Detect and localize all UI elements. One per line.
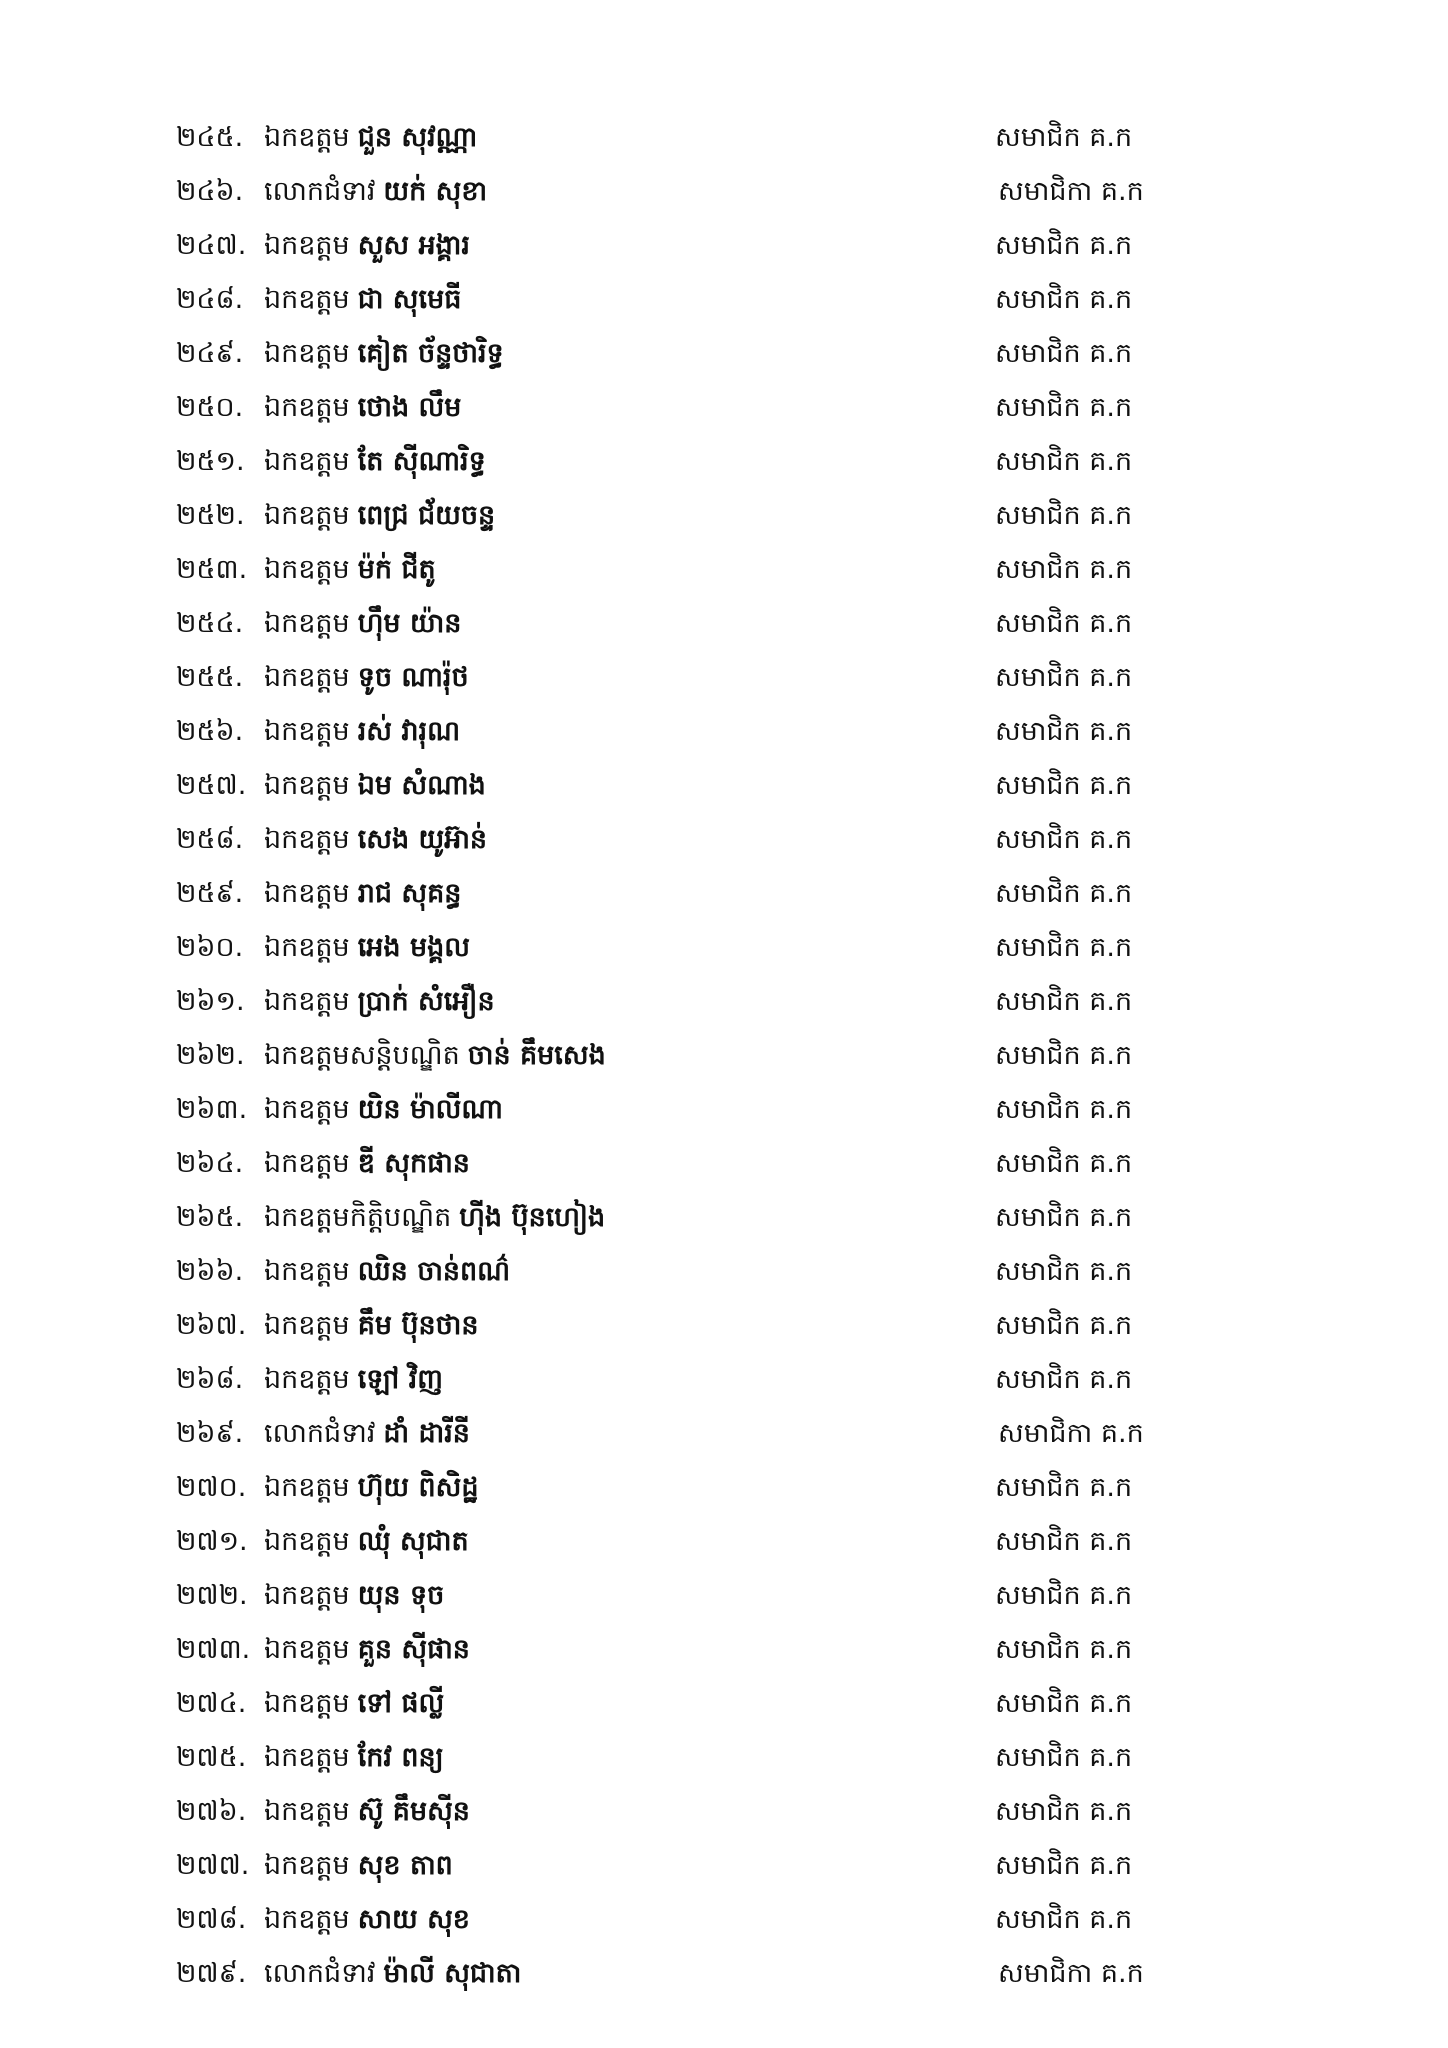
list-item [0, 1677, 1448, 1731]
list-item [0, 111, 1448, 165]
entry-role: សមាជិកា គ.ក [998, 1418, 1144, 1449]
entry-name: ឌី សុកផាន [357, 1148, 470, 1179]
entry-number: ២៥៨. [176, 824, 244, 855]
entry-name: ជួន សុវណ្ណា [357, 122, 478, 153]
list-item [0, 651, 1448, 705]
entry-honorific-and-name [264, 1299, 479, 1353]
entry-honorific-and-name [264, 489, 495, 543]
entry-name: តែ ស៊ីណារិទ្ធ [357, 446, 486, 477]
list-item [0, 1407, 1448, 1461]
entry-number: ២៧៩. [176, 1958, 247, 1989]
entry-role: សមាជិក គ.ក [995, 1094, 1133, 1125]
list-item [0, 921, 1448, 975]
entry-role: សមាជិក គ.ក [995, 1364, 1133, 1395]
entry-honorific-and-name [264, 1893, 470, 1947]
entry-honorific-and-name [264, 597, 461, 651]
entry-role: សមាជិក គ.ក [995, 446, 1133, 477]
entry-number: ២៤៥. [176, 122, 244, 153]
list-item [0, 867, 1448, 921]
entry-honorific: ឯកឧត្តម [264, 878, 350, 909]
entry-honorific: ឯកឧត្តម [264, 1094, 350, 1125]
entry-honorific: ឯកឧត្តម [264, 1634, 350, 1665]
entry-honorific: ឯកឧត្តម [264, 824, 350, 855]
entry-honorific: ឯកឧត្តម [264, 1904, 350, 1935]
entry-role: សមាជិក គ.ក [995, 554, 1133, 585]
entry-honorific: ឯកឧត្តម [264, 1850, 350, 1881]
entry-number: ២៦៩. [176, 1418, 244, 1449]
list-item [0, 219, 1448, 273]
entry-role: សមាជិក គ.ក [995, 1148, 1133, 1179]
entry-name: ថោង លឹម [357, 392, 462, 423]
entry-number: ២៥៣. [176, 554, 248, 585]
entry-honorific-and-name [264, 1407, 470, 1461]
entry-role: សមាជិក គ.ក [995, 1526, 1133, 1557]
entry-honorific: ឯកឧត្តម [264, 1580, 350, 1611]
entry-honorific-and-name [264, 1785, 470, 1839]
entry-honorific: ឯកឧត្តម [264, 1688, 350, 1719]
entry-honorific: ឯកឧត្តម [264, 230, 350, 261]
entry-number: ២៥៥. [176, 662, 244, 693]
list-item [0, 273, 1448, 327]
entry-number: ២៧០. [176, 1472, 247, 1503]
entry-number: ២៥៩. [176, 878, 244, 909]
entry-number: ២៥៧. [176, 770, 247, 801]
entry-honorific-and-name [264, 543, 436, 597]
entry-honorific-and-name [264, 435, 486, 489]
entry-name: ទៅ ផល្លី [357, 1688, 445, 1719]
entry-name: ឡៅ វិញ [357, 1364, 443, 1395]
list-item [0, 1515, 1448, 1569]
entry-honorific-and-name [264, 1623, 470, 1677]
entry-honorific-and-name [264, 1731, 444, 1785]
list-item [0, 597, 1448, 651]
list-item [0, 1947, 1448, 2001]
entry-name: រាជ សុគន្ធ [357, 878, 462, 909]
entry-honorific: ឯកឧត្តម [264, 662, 350, 693]
list-item [0, 1893, 1448, 1947]
list-item [0, 1245, 1448, 1299]
list-item [0, 1191, 1448, 1245]
entry-name: ឯម សំណាង [357, 770, 486, 801]
entry-number: ២៦២. [176, 1040, 245, 1071]
list-item [0, 543, 1448, 597]
entry-name: គួន ស៊ីផាន [357, 1634, 470, 1665]
entry-role: សមាជិកា គ.ក [998, 1958, 1144, 1989]
entry-number: ២៥០. [176, 392, 244, 423]
entry-role: សមាជិក គ.ក [995, 1850, 1133, 1881]
entry-honorific: ឯកឧត្តម [264, 770, 350, 801]
entry-honorific: ឯកឧត្តម [264, 554, 350, 585]
list-item [0, 1461, 1448, 1515]
entry-name: សុខ តាព [357, 1850, 453, 1881]
entry-role: សមាជិក គ.ក [995, 1742, 1133, 1773]
entry-honorific: ឯកឧត្តម [264, 338, 350, 369]
entry-role: សមាជិក គ.ក [995, 770, 1133, 801]
list-item [0, 1137, 1448, 1191]
entry-role: សមាជិក គ.ក [995, 1634, 1133, 1665]
entry-honorific-and-name [264, 1947, 521, 2001]
entry-honorific: លោកជំទាវ [264, 1958, 376, 1989]
entry-name: យុន ទុច [357, 1580, 445, 1611]
entry-name: ដាំ ដារីនី [383, 1418, 470, 1449]
list-item [0, 1785, 1448, 1839]
entry-honorific-and-name [264, 327, 504, 381]
entry-name: ចាន់ គឹមសេង [467, 1040, 606, 1071]
entry-number: ២៧៥. [176, 1742, 247, 1773]
entry-role: សមាជិក គ.ក [995, 1472, 1133, 1503]
entry-honorific-and-name [264, 1677, 444, 1731]
entry-name: ហ៊ុយ ពិសិដ្ឋ [357, 1472, 479, 1503]
entry-honorific-and-name [264, 921, 470, 975]
entry-role: សមាជិក គ.ក [995, 284, 1133, 315]
entry-honorific: ឯកឧត្តមកិត្តិបណ្ឌិត [264, 1202, 452, 1233]
entry-name: ប្រាក់ សំអឿន [357, 986, 495, 1017]
entry-honorific-and-name [264, 165, 487, 219]
entry-name: ពេជ្រ ជ័យចន្ទ [357, 500, 496, 531]
entry-honorific-and-name [264, 813, 487, 867]
entry-honorific-and-name [264, 381, 461, 435]
entry-number: ២៥១. [176, 446, 245, 477]
entry-honorific: ឯកឧត្តម [264, 1742, 350, 1773]
entry-name: ឈិន ចាន់ពណ៌ [357, 1256, 511, 1287]
entry-number: ២៧២. [176, 1580, 248, 1611]
entry-honorific: ឯកឧត្តមសន្តិបណ្ឌិត [264, 1040, 460, 1071]
entry-honorific: ឯកឧត្តម [264, 122, 350, 153]
entry-number: ២៦៦. [176, 1256, 244, 1287]
entry-name: អេង មង្គល [357, 932, 470, 963]
list-item [0, 381, 1448, 435]
list-item [0, 705, 1448, 759]
entry-name: សួស អង្គារ [357, 230, 470, 261]
entry-role: សមាជិក គ.ក [995, 122, 1133, 153]
entry-role: សមាជិក គ.ក [995, 230, 1133, 261]
entry-honorific: ឯកឧត្តម [264, 986, 350, 1017]
list-item [0, 975, 1448, 1029]
entry-role: សមាជិក គ.ក [995, 878, 1133, 909]
entry-number: ២៧៧. [176, 1850, 250, 1881]
entry-number: ២៦១. [176, 986, 245, 1017]
entry-honorific: ឯកឧត្តម [264, 932, 350, 963]
entry-number: ២៧៨. [176, 1904, 247, 1935]
entry-honorific: លោកជំទាវ [264, 176, 376, 207]
entry-role: សមាជិក គ.ក [995, 932, 1133, 963]
entry-role: សមាជិក គ.ក [995, 1202, 1133, 1233]
entry-name: រស់ វារុណ [357, 716, 461, 747]
entry-name: ទូច ណារ៉ុថ [357, 662, 469, 693]
entry-honorific-and-name [264, 1029, 606, 1083]
entry-role: សមាជិក គ.ក [995, 392, 1133, 423]
entry-role: សមាជិក គ.ក [995, 500, 1133, 531]
entry-number: ២៦៨. [176, 1364, 244, 1395]
entry-number: ២៥៤. [176, 608, 244, 639]
entry-honorific: ឯកឧត្តម [264, 1310, 350, 1341]
entry-honorific: ឯកឧត្តម [264, 284, 350, 315]
member-list [0, 111, 1448, 2001]
entry-number: ២៧៦. [176, 1796, 247, 1827]
entry-name: សាយ សុខ [357, 1904, 470, 1935]
entry-honorific-and-name [264, 1353, 443, 1407]
entry-honorific: ឯកឧត្តម [264, 716, 350, 747]
entry-honorific: ឯកឧត្តម [264, 1148, 350, 1179]
entry-name: ម៉ាលី សុជាតា [383, 1958, 522, 1989]
list-item [0, 1029, 1448, 1083]
entry-honorific-and-name [264, 1461, 479, 1515]
entry-honorific-and-name [264, 705, 460, 759]
entry-number: ២៦៧. [176, 1310, 247, 1341]
entry-honorific: លោកជំទាវ [264, 1418, 376, 1449]
entry-honorific-and-name [264, 219, 470, 273]
entry-honorific-and-name [264, 1569, 444, 1623]
entry-number: ២៥២. [176, 500, 245, 531]
entry-honorific: ឯកឧត្តម [264, 1472, 350, 1503]
entry-name: យិន ម៉ាលីណា [357, 1094, 503, 1125]
entry-honorific-and-name [264, 111, 477, 165]
entry-role: សមាជិកា គ.ក [998, 176, 1144, 207]
entry-honorific-and-name [264, 1245, 510, 1299]
entry-role: សមាជិក គ.ក [995, 1904, 1133, 1935]
entry-honorific-and-name [264, 759, 486, 813]
entry-number: ២៧៤. [176, 1688, 247, 1719]
entry-honorific-and-name [264, 651, 469, 705]
entry-honorific-and-name [264, 1515, 469, 1569]
list-item [0, 1353, 1448, 1407]
entry-honorific-and-name [264, 273, 461, 327]
entry-number: ២៤៦. [176, 176, 244, 207]
entry-number: ២៧៣. [176, 1634, 251, 1665]
entry-name: គឹម ប៊ុនថាន [357, 1310, 479, 1341]
entry-number: ២៦៥. [176, 1202, 244, 1233]
entry-number: ២៤៧. [176, 230, 247, 261]
list-item [0, 1569, 1448, 1623]
list-item [0, 813, 1448, 867]
entry-name: ហ៊ឹម យ៉ាន [357, 608, 462, 639]
entry-role: សមាជិក គ.ក [995, 662, 1133, 693]
entry-role: សមាជិក គ.ក [995, 608, 1133, 639]
entry-role: សមាជិក គ.ក [995, 1040, 1133, 1071]
entry-role: សមាជិក គ.ក [995, 716, 1133, 747]
entry-honorific: ឯកឧត្តម [264, 446, 350, 477]
list-item [0, 1083, 1448, 1137]
entry-honorific: ឯកឧត្តម [264, 1796, 350, 1827]
entry-honorific-and-name [264, 975, 495, 1029]
entry-role: សមាជិក គ.ក [995, 1688, 1133, 1719]
entry-name: ម៉ក់ ជីតូ [357, 554, 436, 585]
entry-role: សមាជិក គ.ក [995, 1310, 1133, 1341]
entry-name: ហ៊ីង ប៊ុនហៀង [459, 1202, 606, 1233]
list-item [0, 1839, 1448, 1893]
entry-honorific-and-name [264, 1137, 470, 1191]
entry-honorific-and-name [264, 1083, 503, 1137]
entry-honorific: ឯកឧត្តម [264, 1364, 350, 1395]
entry-number: ២៥៦. [176, 716, 244, 747]
entry-number: ២៤៨. [176, 284, 244, 315]
entry-honorific: ឯកឧត្តម [264, 500, 350, 531]
entry-honorific: ឯកឧត្តម [264, 392, 350, 423]
entry-role: សមាជិក គ.ក [995, 1256, 1133, 1287]
entry-name: យក់ សុខា [383, 176, 488, 207]
entry-honorific: ឯកឧត្តម [264, 1526, 350, 1557]
entry-role: សមាជិក គ.ក [995, 1796, 1133, 1827]
entry-honorific-and-name [264, 1191, 605, 1245]
entry-number: ២៦៣. [176, 1094, 248, 1125]
list-item [0, 327, 1448, 381]
entry-role: សមាជិក គ.ក [995, 338, 1133, 369]
entry-name: ជា សុមេធី [357, 284, 462, 315]
list-item [0, 1623, 1448, 1677]
list-item [0, 759, 1448, 813]
entry-role: សមាជិក គ.ក [995, 1580, 1133, 1611]
entry-number: ២៧១. [176, 1526, 248, 1557]
entry-name: ឈុំ សុជាត [357, 1526, 469, 1557]
entry-name: គៀត ច័ន្ទថារិទ្ធ [357, 338, 504, 369]
entry-honorific-and-name [264, 867, 461, 921]
entry-name: កែវ ពន្យ [357, 1742, 444, 1773]
list-item [0, 1731, 1448, 1785]
entry-number: ២៦៤. [176, 1148, 244, 1179]
entry-role: សមាជិក គ.ក [995, 824, 1133, 855]
entry-name: សេង យូអ៊ាន់ [357, 824, 488, 855]
entry-number: ២៤៩. [176, 338, 244, 369]
entry-honorific-and-name [264, 1839, 453, 1893]
list-item [0, 1299, 1448, 1353]
list-item [0, 165, 1448, 219]
entry-honorific: ឯកឧត្តម [264, 1256, 350, 1287]
entry-number: ២៦០. [176, 932, 244, 963]
entry-role: សមាជិក គ.ក [995, 986, 1133, 1017]
list-item [0, 435, 1448, 489]
list-item [0, 489, 1448, 543]
entry-honorific: ឯកឧត្តម [264, 608, 350, 639]
entry-name: ស៊ូ គឹមស៊ីន [357, 1796, 470, 1827]
